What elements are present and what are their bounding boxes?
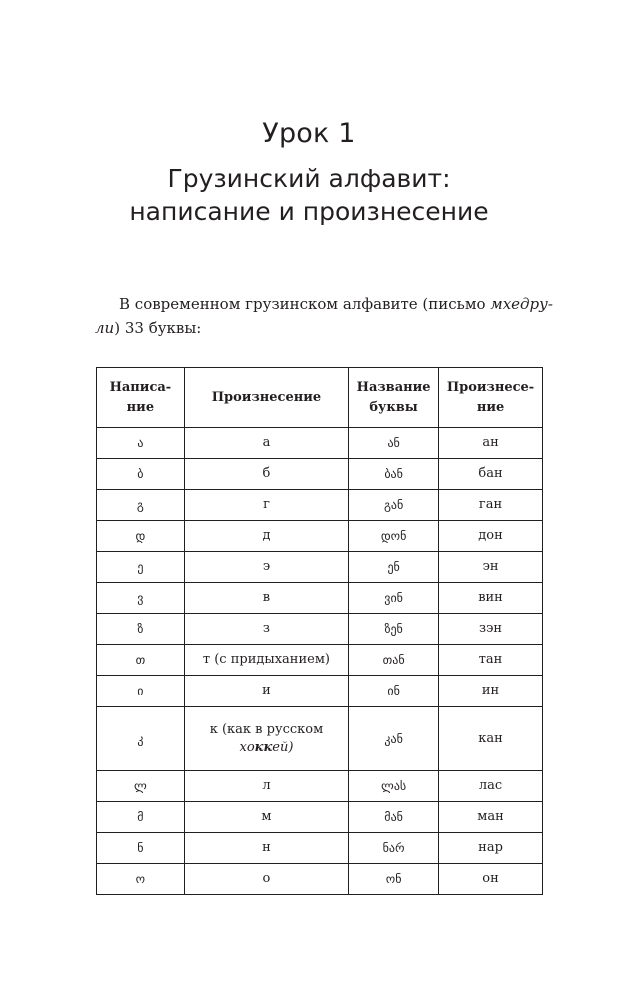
sound-cell: т (с придыханием) <box>184 645 348 676</box>
table-row <box>97 771 543 802</box>
name-cell: ზენ <box>349 614 439 645</box>
name-cell: თან <box>349 645 439 676</box>
table-row <box>97 521 543 552</box>
name-pron-cell: зэн <box>439 614 543 645</box>
name-cell: კან <box>349 707 439 771</box>
name-cell: ან <box>349 428 439 459</box>
header-letter-name: Название буквы <box>349 368 439 428</box>
name-pron-cell: лас <box>439 771 543 802</box>
table-row <box>97 676 543 707</box>
letter-cell: ვ <box>97 583 185 614</box>
page-title-line-2: написание и произнесение <box>129 197 489 226</box>
name-pron-cell: ин <box>439 676 543 707</box>
letter-cell: ბ <box>97 459 185 490</box>
table-row <box>97 552 543 583</box>
name-cell: ბან <box>349 459 439 490</box>
name-cell: ონ <box>349 864 439 895</box>
sound-cell: г <box>184 490 348 521</box>
name-cell: გან <box>349 490 439 521</box>
name-cell: ნარ <box>349 833 439 864</box>
table-header-row <box>97 368 543 428</box>
sound-cell: н <box>184 833 348 864</box>
name-pron-cell: тан <box>439 645 543 676</box>
table-row <box>97 583 543 614</box>
letter-cell: კ <box>97 707 185 771</box>
sound-line-1: к (как в русском <box>209 721 324 737</box>
alphabet-table <box>96 367 543 895</box>
table-row <box>97 459 543 490</box>
sound-line-2 <box>189 739 344 757</box>
name-pron-cell: вин <box>439 583 543 614</box>
sound-cell: о <box>184 864 348 895</box>
table-row <box>97 833 543 864</box>
page-title <box>0 162 618 228</box>
letter-cell: ლ <box>97 771 185 802</box>
name-pron-cell: он <box>439 864 543 895</box>
sound-cell: м <box>184 802 348 833</box>
intro-line-2 <box>95 316 545 340</box>
letter-cell: ო <box>97 864 185 895</box>
name-cell: ვინ <box>349 583 439 614</box>
letter-cell: ნ <box>97 833 185 864</box>
lesson-number: Урок 1 <box>262 118 356 149</box>
letter-cell: დ <box>97 521 185 552</box>
intro-line-1 <box>95 292 553 316</box>
name-pron-cell: эн <box>439 552 543 583</box>
table-row <box>97 428 543 459</box>
page-title-line-1: Грузинский алфавит: <box>167 164 451 193</box>
name-cell: დონ <box>349 521 439 552</box>
header-pronunciation: Произнесение <box>184 368 348 428</box>
intro-emphasis-2: ли <box>95 319 115 337</box>
sound-cell: э <box>184 552 348 583</box>
name-pron-cell: ган <box>439 490 543 521</box>
intro-emphasis: мхедру- <box>490 295 553 313</box>
letter-cell: ზ <box>97 614 185 645</box>
name-pron-cell: ман <box>439 802 543 833</box>
sound-cell: з <box>184 614 348 645</box>
table-row <box>97 802 543 833</box>
letter-cell: ა <box>97 428 185 459</box>
name-pron-cell: ан <box>439 428 543 459</box>
name-cell: მან <box>349 802 439 833</box>
intro-paragraph <box>95 292 553 340</box>
name-cell: ენ <box>349 552 439 583</box>
header-writing: Написа- ние <box>97 368 185 428</box>
intro-text-2: ) 33 буквы: <box>114 319 202 337</box>
intro-text: В современном грузинском алфавите (письмо <box>119 295 491 313</box>
letter-cell: თ <box>97 645 185 676</box>
sound-example-end: ей) <box>272 739 294 755</box>
sound-cell: и <box>184 676 348 707</box>
table-row <box>97 645 543 676</box>
table-row <box>97 490 543 521</box>
sound-example-highlight: кк <box>254 739 273 755</box>
letter-cell: გ <box>97 490 185 521</box>
header-name-pronunciation: Произнесе- ние <box>439 368 543 428</box>
name-cell: ინ <box>349 676 439 707</box>
name-pron-cell: нар <box>439 833 543 864</box>
sound-cell: д <box>184 521 348 552</box>
letter-cell: ე <box>97 552 185 583</box>
sound-cell: а <box>184 428 348 459</box>
name-cell: ლას <box>349 771 439 802</box>
name-pron-cell: кан <box>439 707 543 771</box>
sound-cell <box>184 707 348 771</box>
table-row <box>97 707 543 771</box>
letter-cell: ი <box>97 676 185 707</box>
name-pron-cell: бан <box>439 459 543 490</box>
table-row <box>97 864 543 895</box>
letter-cell: მ <box>97 802 185 833</box>
sound-cell: б <box>184 459 348 490</box>
sound-cell: л <box>184 771 348 802</box>
sound-cell: в <box>184 583 348 614</box>
name-pron-cell: дон <box>439 521 543 552</box>
table-row <box>97 614 543 645</box>
sound-example-part: хо <box>239 739 255 755</box>
